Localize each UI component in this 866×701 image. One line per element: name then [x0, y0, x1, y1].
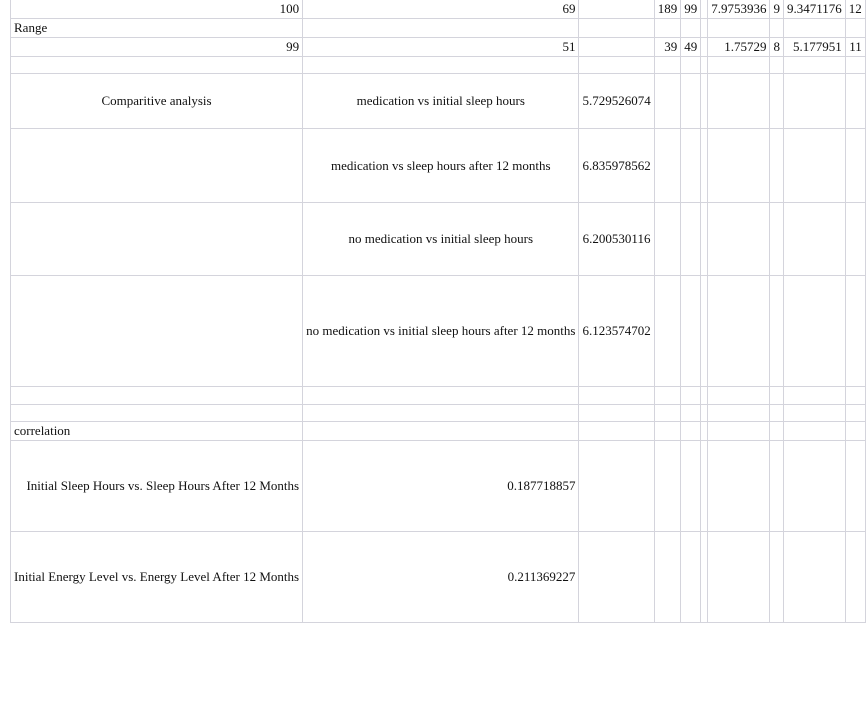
cell[interactable]	[681, 129, 701, 203]
correlation-label-cell[interactable]: correlation	[11, 422, 303, 441]
cell[interactable]: 51	[303, 38, 579, 57]
cell[interactable]	[701, 19, 708, 38]
cell[interactable]	[681, 57, 701, 74]
cell[interactable]	[654, 129, 681, 203]
cell[interactable]	[579, 405, 654, 422]
comparison-desc-cell[interactable]: medication vs initial sleep hours	[303, 74, 579, 129]
cell[interactable]: 7.9753936	[708, 0, 770, 19]
cell[interactable]	[303, 19, 579, 38]
cell[interactable]	[303, 405, 579, 422]
cell[interactable]	[708, 57, 770, 74]
table-row	[11, 532, 866, 623]
cell[interactable]	[654, 422, 681, 441]
cell[interactable]	[701, 276, 708, 387]
cell[interactable]	[701, 387, 708, 405]
cell[interactable]	[681, 276, 701, 387]
cell[interactable]: 99	[11, 38, 303, 57]
table-row	[11, 0, 866, 19]
cell[interactable]: 189	[654, 0, 681, 19]
cell[interactable]	[701, 57, 708, 74]
comparison-desc-cell[interactable]: no medication vs initial sleep hours after 12 months	[303, 276, 579, 387]
cell[interactable]	[654, 57, 681, 74]
cell[interactable]	[770, 441, 784, 532]
cell[interactable]	[845, 19, 865, 38]
cell[interactable]	[845, 532, 865, 623]
cell[interactable]	[708, 74, 770, 129]
cell[interactable]: 9.3471176	[783, 0, 845, 19]
cell[interactable]	[701, 532, 708, 623]
cell[interactable]	[708, 422, 770, 441]
cell[interactable]	[579, 0, 654, 19]
table-row	[11, 387, 866, 405]
cell[interactable]	[681, 203, 701, 276]
cell[interactable]	[654, 532, 681, 623]
range-label-cell[interactable]: Range	[11, 19, 303, 38]
cell[interactable]: 5.177951	[783, 38, 845, 57]
cell[interactable]	[579, 387, 654, 405]
cell[interactable]	[681, 74, 701, 129]
correlation-desc-cell[interactable]: Initial Sleep Hours vs. Sleep Hours After 12 Months	[11, 441, 303, 532]
table-row	[11, 74, 866, 129]
cell[interactable]: 39	[654, 38, 681, 57]
cell[interactable]	[708, 19, 770, 38]
cell[interactable]	[681, 422, 701, 441]
cell[interactable]	[708, 405, 770, 422]
table-row	[11, 203, 866, 276]
cell[interactable]	[770, 276, 784, 387]
cell[interactable]	[783, 422, 845, 441]
cell[interactable]	[654, 387, 681, 405]
cell[interactable]	[783, 405, 845, 422]
cell[interactable]	[845, 57, 865, 74]
cell[interactable]	[701, 422, 708, 441]
cell[interactable]: 100	[11, 0, 303, 19]
cell[interactable]	[701, 441, 708, 532]
cell[interactable]	[681, 405, 701, 422]
cell[interactable]	[11, 203, 303, 276]
cell[interactable]	[783, 532, 845, 623]
comparison-desc-cell[interactable]: medication vs sleep hours after 12 months	[303, 129, 579, 203]
cell[interactable]	[845, 129, 865, 203]
cell[interactable]	[579, 57, 654, 74]
cell[interactable]: 8	[770, 38, 784, 57]
table-row	[11, 422, 866, 441]
table-row	[11, 38, 866, 57]
cell[interactable]	[770, 387, 784, 405]
cell[interactable]	[11, 129, 303, 203]
cell[interactable]	[770, 129, 784, 203]
cell[interactable]	[770, 74, 784, 129]
comparison-value-cell[interactable]: 5.729526074	[579, 74, 654, 129]
spreadsheet-grid	[10, 0, 866, 623]
cell[interactable]	[783, 74, 845, 129]
cell[interactable]	[708, 441, 770, 532]
cell[interactable]	[11, 387, 303, 405]
cell[interactable]	[11, 57, 303, 74]
cell[interactable]	[701, 129, 708, 203]
cell[interactable]	[303, 57, 579, 74]
table-row	[11, 276, 866, 387]
cell[interactable]	[701, 38, 708, 57]
cell[interactable]	[783, 19, 845, 38]
cell[interactable]	[845, 422, 865, 441]
cell[interactable]	[681, 532, 701, 623]
cell[interactable]	[708, 203, 770, 276]
cell[interactable]	[654, 405, 681, 422]
cell[interactable]	[681, 441, 701, 532]
cell[interactable]	[701, 74, 708, 129]
cell[interactable]	[783, 129, 845, 203]
cell[interactable]	[303, 387, 579, 405]
cell[interactable]	[579, 422, 654, 441]
cell[interactable]	[701, 0, 708, 19]
cell[interactable]	[11, 276, 303, 387]
cell[interactable]	[708, 532, 770, 623]
cell[interactable]	[708, 387, 770, 405]
cell[interactable]	[654, 203, 681, 276]
cell[interactable]	[681, 387, 701, 405]
cell[interactable]	[783, 203, 845, 276]
cell[interactable]	[845, 441, 865, 532]
table-row	[11, 19, 866, 38]
table-row	[11, 129, 866, 203]
cell[interactable]	[708, 129, 770, 203]
cell[interactable]: 11	[845, 38, 865, 57]
correlation-value-cell[interactable]: 0.211369227	[303, 532, 579, 623]
cell[interactable]	[654, 441, 681, 532]
comparison-value-cell[interactable]: 6.200530116	[579, 203, 654, 276]
cell[interactable]	[770, 203, 784, 276]
cell[interactable]	[845, 387, 865, 405]
cell[interactable]	[708, 276, 770, 387]
comparison-value-cell[interactable]: 6.835978562	[579, 129, 654, 203]
cell[interactable]	[11, 405, 303, 422]
cell[interactable]	[845, 276, 865, 387]
cell[interactable]	[654, 74, 681, 129]
cell[interactable]	[783, 441, 845, 532]
cell[interactable]	[579, 441, 654, 532]
cell[interactable]: 99	[681, 0, 701, 19]
cell[interactable]	[681, 19, 701, 38]
cell[interactable]	[845, 405, 865, 422]
cell[interactable]	[770, 405, 784, 422]
cell[interactable]: 49	[681, 38, 701, 57]
cell[interactable]	[579, 38, 654, 57]
cell[interactable]	[701, 203, 708, 276]
comparison-value-cell[interactable]: 6.123574702	[579, 276, 654, 387]
cell[interactable]	[579, 19, 654, 38]
cell[interactable]	[770, 19, 784, 38]
comparative-label-cell[interactable]: Comparitive analysis	[11, 74, 303, 129]
cell[interactable]	[783, 387, 845, 405]
cell[interactable]: 9	[770, 0, 784, 19]
table-row	[11, 441, 866, 532]
cell[interactable]	[770, 422, 784, 441]
comparison-desc-cell[interactable]: no medication vs initial sleep hours	[303, 203, 579, 276]
correlation-value-cell[interactable]: 0.187718857	[303, 441, 579, 532]
cell[interactable]	[770, 532, 784, 623]
cell[interactable]	[783, 57, 845, 74]
cell[interactable]	[579, 532, 654, 623]
cell[interactable]	[701, 405, 708, 422]
cell[interactable]	[845, 74, 865, 129]
cell[interactable]: 12	[845, 0, 865, 19]
cell[interactable]	[845, 203, 865, 276]
correlation-desc-cell[interactable]: Initial Energy Level vs. Energy Level After 12 Months	[11, 532, 303, 623]
cell[interactable]: 1.75729	[708, 38, 770, 57]
cell[interactable]: 69	[303, 0, 579, 19]
cell[interactable]	[303, 422, 579, 441]
cell[interactable]	[654, 276, 681, 387]
cell[interactable]	[654, 19, 681, 38]
table-row	[11, 405, 866, 422]
table-row	[11, 57, 866, 74]
cell[interactable]	[783, 276, 845, 387]
cell[interactable]	[770, 57, 784, 74]
